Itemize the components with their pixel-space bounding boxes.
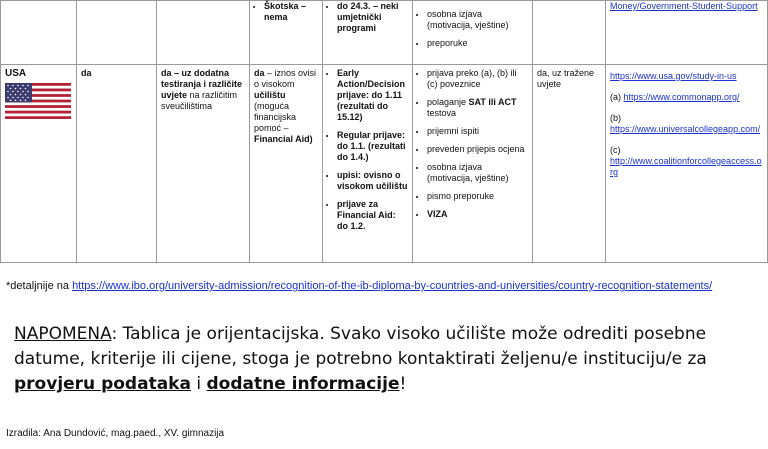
links-cell: https://www.usa.gov/study-in-us (a) https://www.commonapp.org/ (b) https://www.universalcollegeapp.com/ (c) http://www.coalitionforcollegeaccess.org <box>606 65 768 263</box>
list-item: • osobna izjava (motivacija, vještine) <box>427 162 528 184</box>
table-cell: da <box>77 65 157 263</box>
table-cell <box>77 1 157 65</box>
note-paragraph: NAPOMENA: Tablica je orijentacijska. Svako visoko učilište može odrediti posebne datume, kriterije ili cijene, stoga je potrebno kontaktirati željenu/e instituciju/e za provjeru podataka i dodatne informacije! <box>14 324 707 394</box>
coalition-link[interactable]: http://www.coalitionforcollegeaccess.org <box>610 156 762 177</box>
list-item: • prijave za Financial Aid: do 1.2. <box>337 199 408 232</box>
table-cell <box>413 1 533 65</box>
table-cell <box>323 1 413 65</box>
list-item: • Early Action/Decision prijave: do 1.11 (rezultati do 15.12) <box>337 68 408 123</box>
table-cell <box>157 1 250 65</box>
list-item: • prijava preko (a), (b) ili (c) poveznice <box>427 68 528 90</box>
list-item: • osobna izjava (motivacija, vještine) <box>427 9 528 31</box>
table-cell <box>1 1 77 65</box>
table-cell: da – uz dodatna testiranja i različite uvjete na različitim sveučilištima <box>157 65 250 263</box>
list-item: • pismo preporuke <box>427 191 528 202</box>
table-cell <box>606 1 768 65</box>
country-cell <box>1 65 77 263</box>
table-row-usa <box>1 65 768 263</box>
ibo-recognition-link[interactable]: https://www.ibo.org/university-admission/recognition-of-the-ib-diploma-by-countries-and-universities/country-recognition-statements/ <box>72 280 713 292</box>
table-cell: da – iznos ovisi o visokom učilištu (moguća financijska pomoć – Financial Aid) <box>250 65 323 263</box>
commonapp-link[interactable]: https://www.commonapp.org/ <box>623 92 740 102</box>
list-item: • prijemni ispiti <box>427 126 528 137</box>
list-item: • polaganje SAT ili ACT testova <box>427 97 528 119</box>
table-cell <box>533 1 606 65</box>
table-cell: da, uz tražene uvjete <box>533 65 606 263</box>
universalcollegeapp-link[interactable]: https://www.universalcollegeapp.com/ <box>610 124 761 134</box>
table-cell <box>413 65 533 263</box>
table-cell <box>250 1 323 65</box>
note-label: NAPOMENA <box>14 324 112 344</box>
list-item: • Škotska – nema <box>264 1 318 23</box>
author-line: Izradila: Ana Dundović, mag.paed., XV. gimnazija <box>6 428 225 439</box>
list-item: • upisi: ovisno o visokom učilištu <box>337 170 408 192</box>
usa-gov-link[interactable]: https://www.usa.gov/study-in-us <box>610 71 737 81</box>
list-item: • do 24.3. – neki umjetnički programi <box>337 1 408 34</box>
list-item: • Regular prijave: do 1.1. (rezultati do 1.4.) <box>337 130 408 163</box>
list-item: • preporuke <box>427 38 528 49</box>
top-support-link[interactable]: Money/Government-Student-Support <box>610 1 758 11</box>
country-name: USA <box>5 68 27 79</box>
list-item: • VIZA <box>427 209 528 220</box>
list-item: • preveden prijepis ocjena <box>427 144 528 155</box>
footnote: *detaljnije na https://www.ibo.org/university-admission/recognition-of-the-ib-diploma-by-countries-and-universities/country-recognition-statements/ <box>6 280 713 292</box>
table-cell <box>323 65 413 263</box>
table-row <box>1 1 768 65</box>
usa-flag-icon <box>5 83 72 122</box>
